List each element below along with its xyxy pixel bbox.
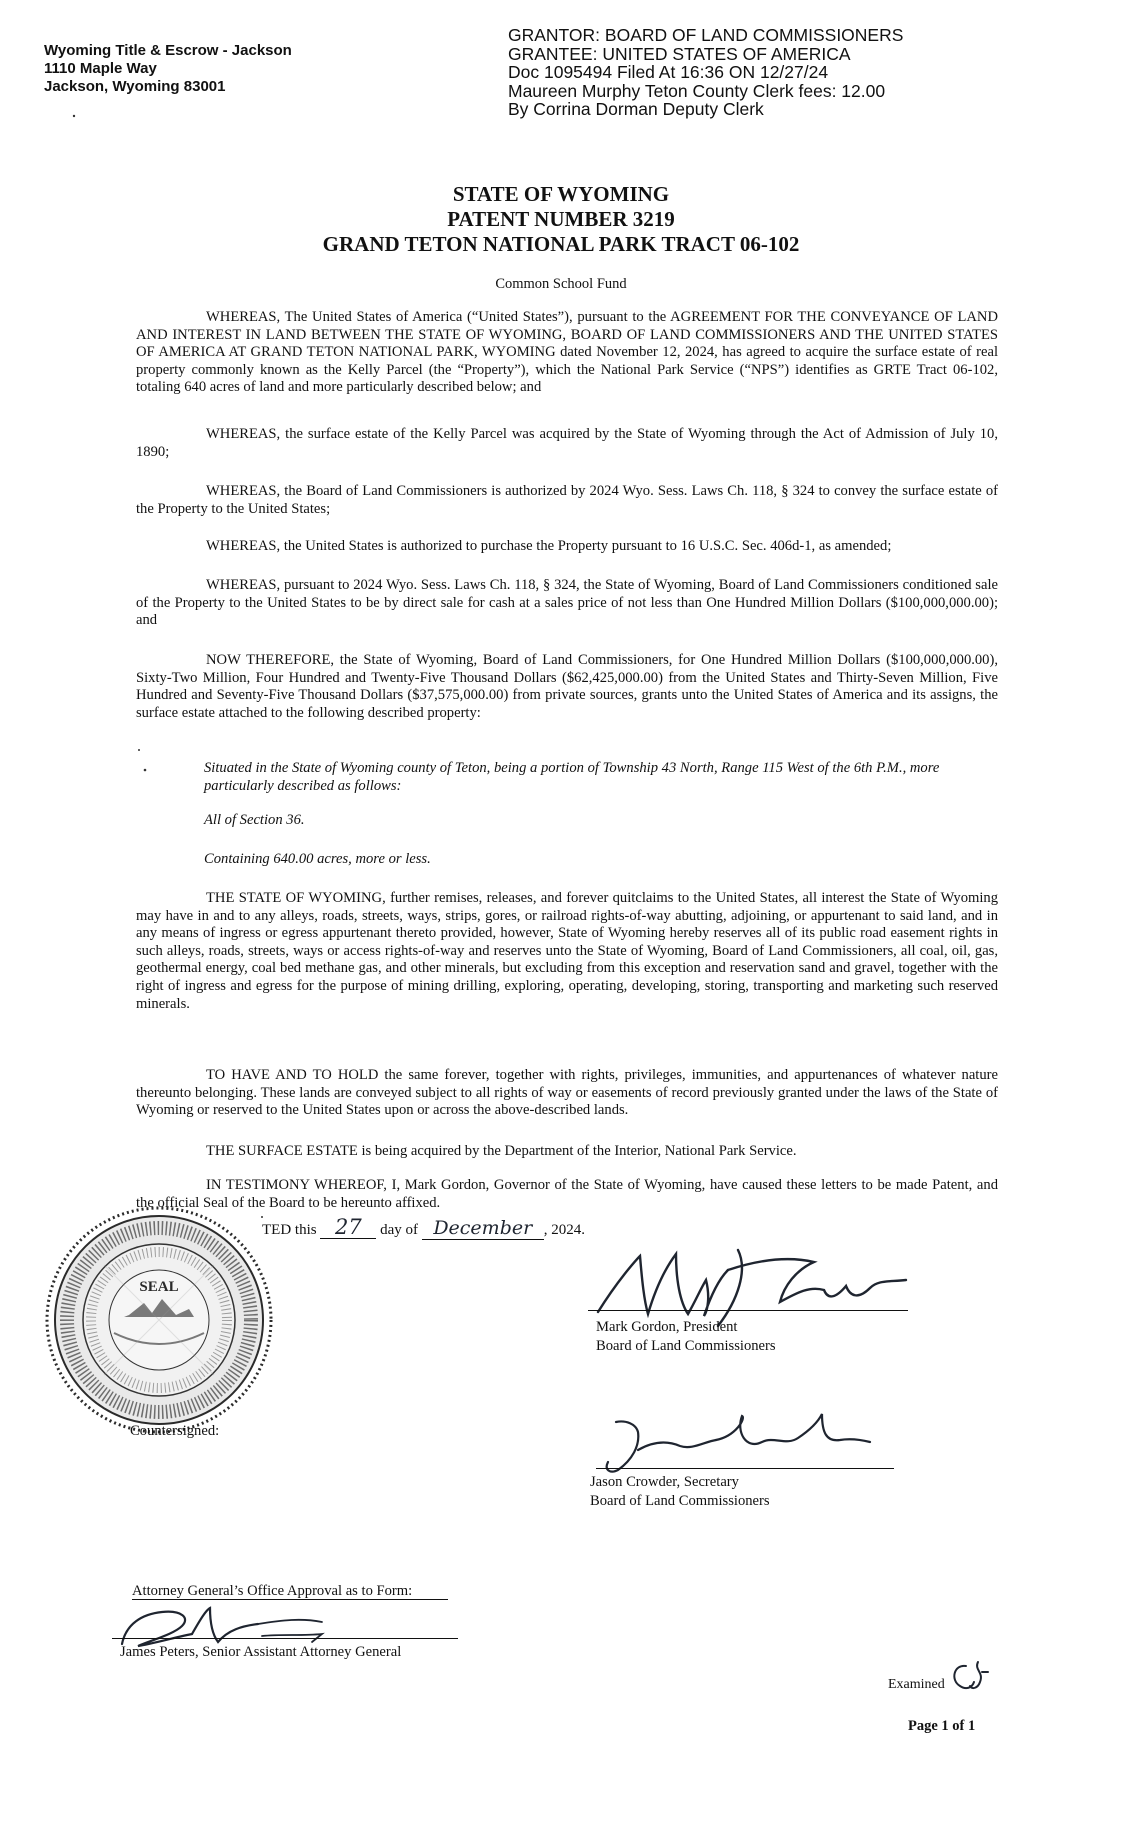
return-address-line: Wyoming Title & Escrow - Jackson	[44, 42, 292, 59]
gordon-title: Board of Land Commissioners	[596, 1338, 776, 1354]
now-therefore-paragraph: NOW THEREFORE, the State of Wyoming, Board of Land Commissioners, for One Hundred Million Dollars ($100,000,000.00), Sixty-Two Million, Four Hundred and Twenty-Five Thousand Dollars ($62,425,000.00) from the United States and Thirty-Seven Million, Five Hundred and Seventy-Five Thousand Dollars ($37,575,000.00) from private sources, grants unto the United States of America and its assigns, the surface estate attached to the following described property:	[136, 652, 998, 721]
deputy-line: By Corrina Dorman Deputy Clerk	[508, 99, 764, 120]
dated-year: , 2024.	[543, 1222, 585, 1238]
property-situated: Situated in the State of Wyoming county of Teton, being a portion of Township 43 North, Range 115 West of the 6th P.M., more particularly described as follows:	[204, 760, 940, 794]
clerk-line: Maureen Murphy Teton County Clerk fees: 12.00	[508, 80, 886, 101]
whereas-admission-paragraph: WHEREAS, the surface estate of the Kelly Parcel was acquired by the State of Wyoming through the Act of Admission of July 10, 1890;	[136, 426, 998, 460]
property-section: All of Section 36.	[204, 812, 305, 828]
crowder-title: Board of Land Commissioners	[590, 1493, 770, 1509]
examined-label: Examined	[888, 1677, 945, 1692]
return-address-line: Jackson, Wyoming 83001	[44, 78, 226, 95]
countersigned-label: Countersigned:	[130, 1423, 220, 1439]
ag-approval-header: Attorney General’s Office Approval as to Form:	[132, 1583, 413, 1599]
title-line: PATENT NUMBER 3219	[447, 207, 675, 231]
dated-prefix: TED this	[262, 1222, 317, 1238]
grantee-line: GRANTEE: UNITED STATES OF AMERICA	[508, 43, 851, 64]
habendum-paragraph: TO HAVE AND TO HOLD the same forever, together with rights, privileges, immunities, and appurtenances of whatever nature thereunto belonging. These lands are conveyed subject to all rights of way or easements of record previously granted under the laws of the State of Wyoming or reserved to the United States upon or across the above-described lands.	[136, 1067, 998, 1119]
grantor-line: GRANTOR: BOARD OF LAND COMMISSIONERS	[508, 25, 904, 45]
dated-day: 27	[320, 1216, 376, 1239]
crowder-name: Jason Crowder, Secretary	[590, 1474, 739, 1490]
fund-label: Common School Fund	[495, 276, 627, 292]
property-acreage: Containing 640.00 acres, more or less.	[204, 851, 431, 867]
page-number: Page 1 of 1	[908, 1718, 976, 1734]
dated-month: December	[422, 1217, 544, 1240]
dated-mid: day of	[380, 1222, 418, 1238]
whereas-authority-paragraph: WHEREAS, the Board of Land Commissioners is authorized by 2024 Wyo. Sess. Laws Ch. 118, § 324 to convey the surface estate of the Property to the United States;	[136, 483, 998, 517]
title-line: GRAND TETON NATIONAL PARK TRACT 06-102	[322, 232, 800, 256]
testimony-paragraph: IN TESTIMONY WHEREOF, I, Mark Gordon, Governor of the State of Wyoming, have caused these letters to be made Patent, and the official Seal of the Board to be hereunto affixed.	[136, 1177, 998, 1211]
gordon-name: Mark Gordon, President	[596, 1319, 738, 1335]
seal-text: SEAL	[139, 1279, 179, 1295]
title-line: STATE OF WYOMING	[452, 182, 670, 206]
return-address-line: 1110 Maple Way	[44, 60, 157, 77]
surface-estate-paragraph: THE SURFACE ESTATE is being acquired by the Department of the Interior, National Park Service.	[206, 1143, 797, 1159]
whereas-sale-paragraph: WHEREAS, pursuant to 2024 Wyo. Sess. Laws Ch. 118, § 324, the State of Wyoming, Board of Land Commissioners conditioned sale of the Property to the United States to be by direct sale for cash at a sales price of not less than One Hundred Million Dollars ($100,000,000.00); and	[136, 577, 998, 629]
quitclaim-paragraph: THE STATE OF WYOMING, further remises, releases, and forever quitclaims to the United States, all interest the State of Wyoming may have in and to any alleys, roads, streets, ways, strips, gores, or railroad rights-of-way abutting, adjoining, or appurtenant to said land, and in any means of ingress or egress appurtenant thereto provided, however, State of Wyoming hereby reserves all of its public road easement rights in such alleys, roads, streets, ways or access rights-of-way and reserves unto the State of Wyoming, Board of Land Commissioners, all coal, oil, gas, geothermal energy, coal bed methane gas, and other minerals, but excluding from this exception and reservation sand and gravel, together with the right of ingress and egress for the purpose of mining drilling, exploring, operating, developing, storing, transporting and marketing such reserved minerals.	[136, 890, 998, 1012]
whereas-purchase-paragraph: WHEREAS, the United States is authorized to purchase the Property pursuant to 16 U.S.C. Sec. 406d-1, as amended;	[206, 538, 892, 554]
doc-filed-line: Doc 1095494 Filed At 16:36 ON 12/27/24	[508, 62, 829, 83]
whereas-agreement-paragraph: WHEREAS, The United States of America (“United States”), pursuant to the AGREEMENT FOR THE CONVEYANCE OF LAND AND INTEREST IN LAND BETWEEN THE STATE OF WYOMING, BOARD OF LAND COMMISSIONERS AND THE UNITED STATES OF AMERICA AT GRAND TETON NATIONAL PARK, WYOMING dated November 12, 2024, has agreed to acquire the surface estate of real property commonly known as the Kelly Parcel (the “Property”), which the National Park Service (“NPS”) identifies as GRTE Tract 06-102, totaling 640 acres of land and more particularly described below; and	[136, 309, 998, 396]
peters-name: James Peters, Senior Assistant Attorney General	[120, 1644, 402, 1660]
